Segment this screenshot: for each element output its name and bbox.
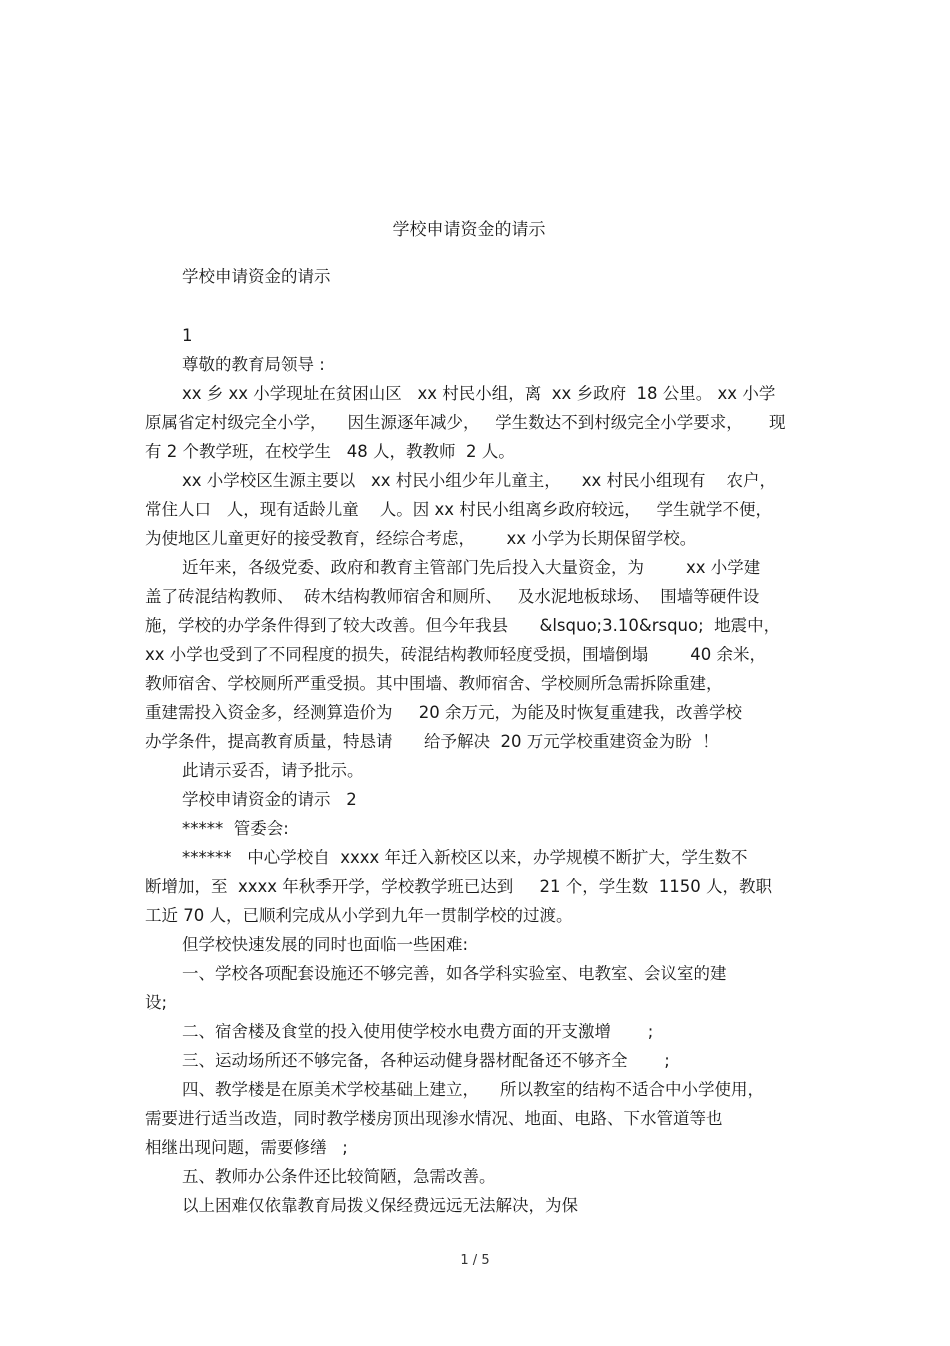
document-body — [145, 262, 810, 1220]
paragraph-line: 近年来，各级党委、政府和教育主管部门先后投入大量资金，为 xx 小学建 — [182, 558, 761, 577]
paragraph-line: 四、教学楼是在原美术学校基础上建立， 所以教室的结构不适合中小学使用， — [182, 1080, 764, 1099]
paragraph-line: 一、学校各项配套设施还不够完善，如各学科实验室、电教室、会议室的建 — [182, 964, 727, 983]
paragraph-line: 办学条件，提高教育质量，特恳请 给予解决 20 万元学校重建资金为盼 ！ — [145, 732, 719, 751]
paragraph-line: 1 — [182, 326, 193, 345]
paragraph-line: 施，学校的办学条件得到了较大改善。但今年我县 &lsquo;3.10&rsquo; 地震中， — [145, 616, 781, 635]
paragraph-line: xx 小学校区生源主要以 xx 村民小组少年儿童主， xx 村民小组现有 农户， — [182, 471, 777, 490]
paragraph-line: 尊敬的教育局领导 : — [182, 355, 325, 374]
paragraph-line: 需要进行适当改造，同时教学楼房顶出现渗水情况、地面、电路、下水管道等也 — [145, 1109, 723, 1128]
paragraph-line: 工近 70 人，已顺利完成从小学到九年一贯制学校的过渡。 — [145, 906, 573, 925]
paragraph-line: 二、宿舍楼及食堂的投入使用使学校水电费方面的开支激增 ; — [182, 1022, 654, 1041]
paragraph-line: 此请示妥否，请予批示。 — [182, 761, 364, 780]
paragraph-line: 原属省定村级完全小学， 因生源逐年减少， 学生数达不到村级完全小学要求， 现 — [145, 413, 786, 432]
paragraph-line: 常住人口 人，现有适龄儿童 人。因 xx 村民小组离乡政府较远， 学生就学不便， — [145, 500, 772, 519]
document-title: 学校申请资金的请示 — [392, 220, 546, 240]
paragraph-line: 为使地区儿童更好的接受教育，经综合考虑， xx 小学为长期保留学校。 — [145, 529, 697, 548]
paragraph-line: 学校申请资金的请示 2 — [182, 790, 357, 809]
paragraph-line: xx 小学也受到了不同程度的损失，砖混结构教师轻度受损，围墙倒塌 40 余米， — [145, 645, 766, 664]
paragraph-line: 五、教师办公条件还比较简陋，急需改善。 — [182, 1167, 496, 1186]
paragraph-line: 有 2 个教学班，在校学生 48 人，教教师 2 人。 — [145, 442, 515, 461]
paragraph-line: 断增加，至 xxxx 年秋季开学，学校教学班已达到 21 个，学生数 1150 人，教职 — [145, 877, 772, 896]
paragraph-line: 设; — [145, 993, 168, 1012]
paragraph-line: 重建需投入资金多，经测算造价为 20 余万元，为能及时恢复重建我，改善学校 — [145, 703, 742, 722]
paragraph-line: 学校申请资金的请示 — [182, 267, 331, 286]
paragraph-line: xx 乡 xx 小学现址在贫困山区 xx 村民小组，离 xx 乡政府 18 公里。 xx 小学 — [182, 384, 776, 403]
paragraph-line: 以上困难仅依靠教育局拨义保经费远远无法解决，为保 — [182, 1196, 578, 1215]
paragraph-line: 教师宿舍、学校厕所严重受损。其中围墙、教师宿舍、学校厕所急需拆除重建， — [145, 674, 723, 693]
paragraph-line: 但学校快速发展的同时也面临一些困难: — [182, 935, 469, 954]
paragraph-line: 相继出现问题，需要修缮 ; — [145, 1138, 348, 1157]
paragraph-line: 盖了砖混结构教师、 砖木结构教师宿舍和厕所、 及水泥地板球场、 围墙等硬件设 — [145, 587, 760, 606]
paragraph-line: 三、运动场所还不够完备，各种运动健身器材配备还不够齐全 ; — [182, 1051, 670, 1070]
page-number: 1 / 5 — [460, 1253, 490, 1268]
paragraph-line: ****** 中心学校自 xxxx 年迁入新校区以来，办学规模不断扩大，学生数不 — [182, 848, 748, 867]
paragraph-line: ***** 管委会: — [182, 819, 289, 838]
